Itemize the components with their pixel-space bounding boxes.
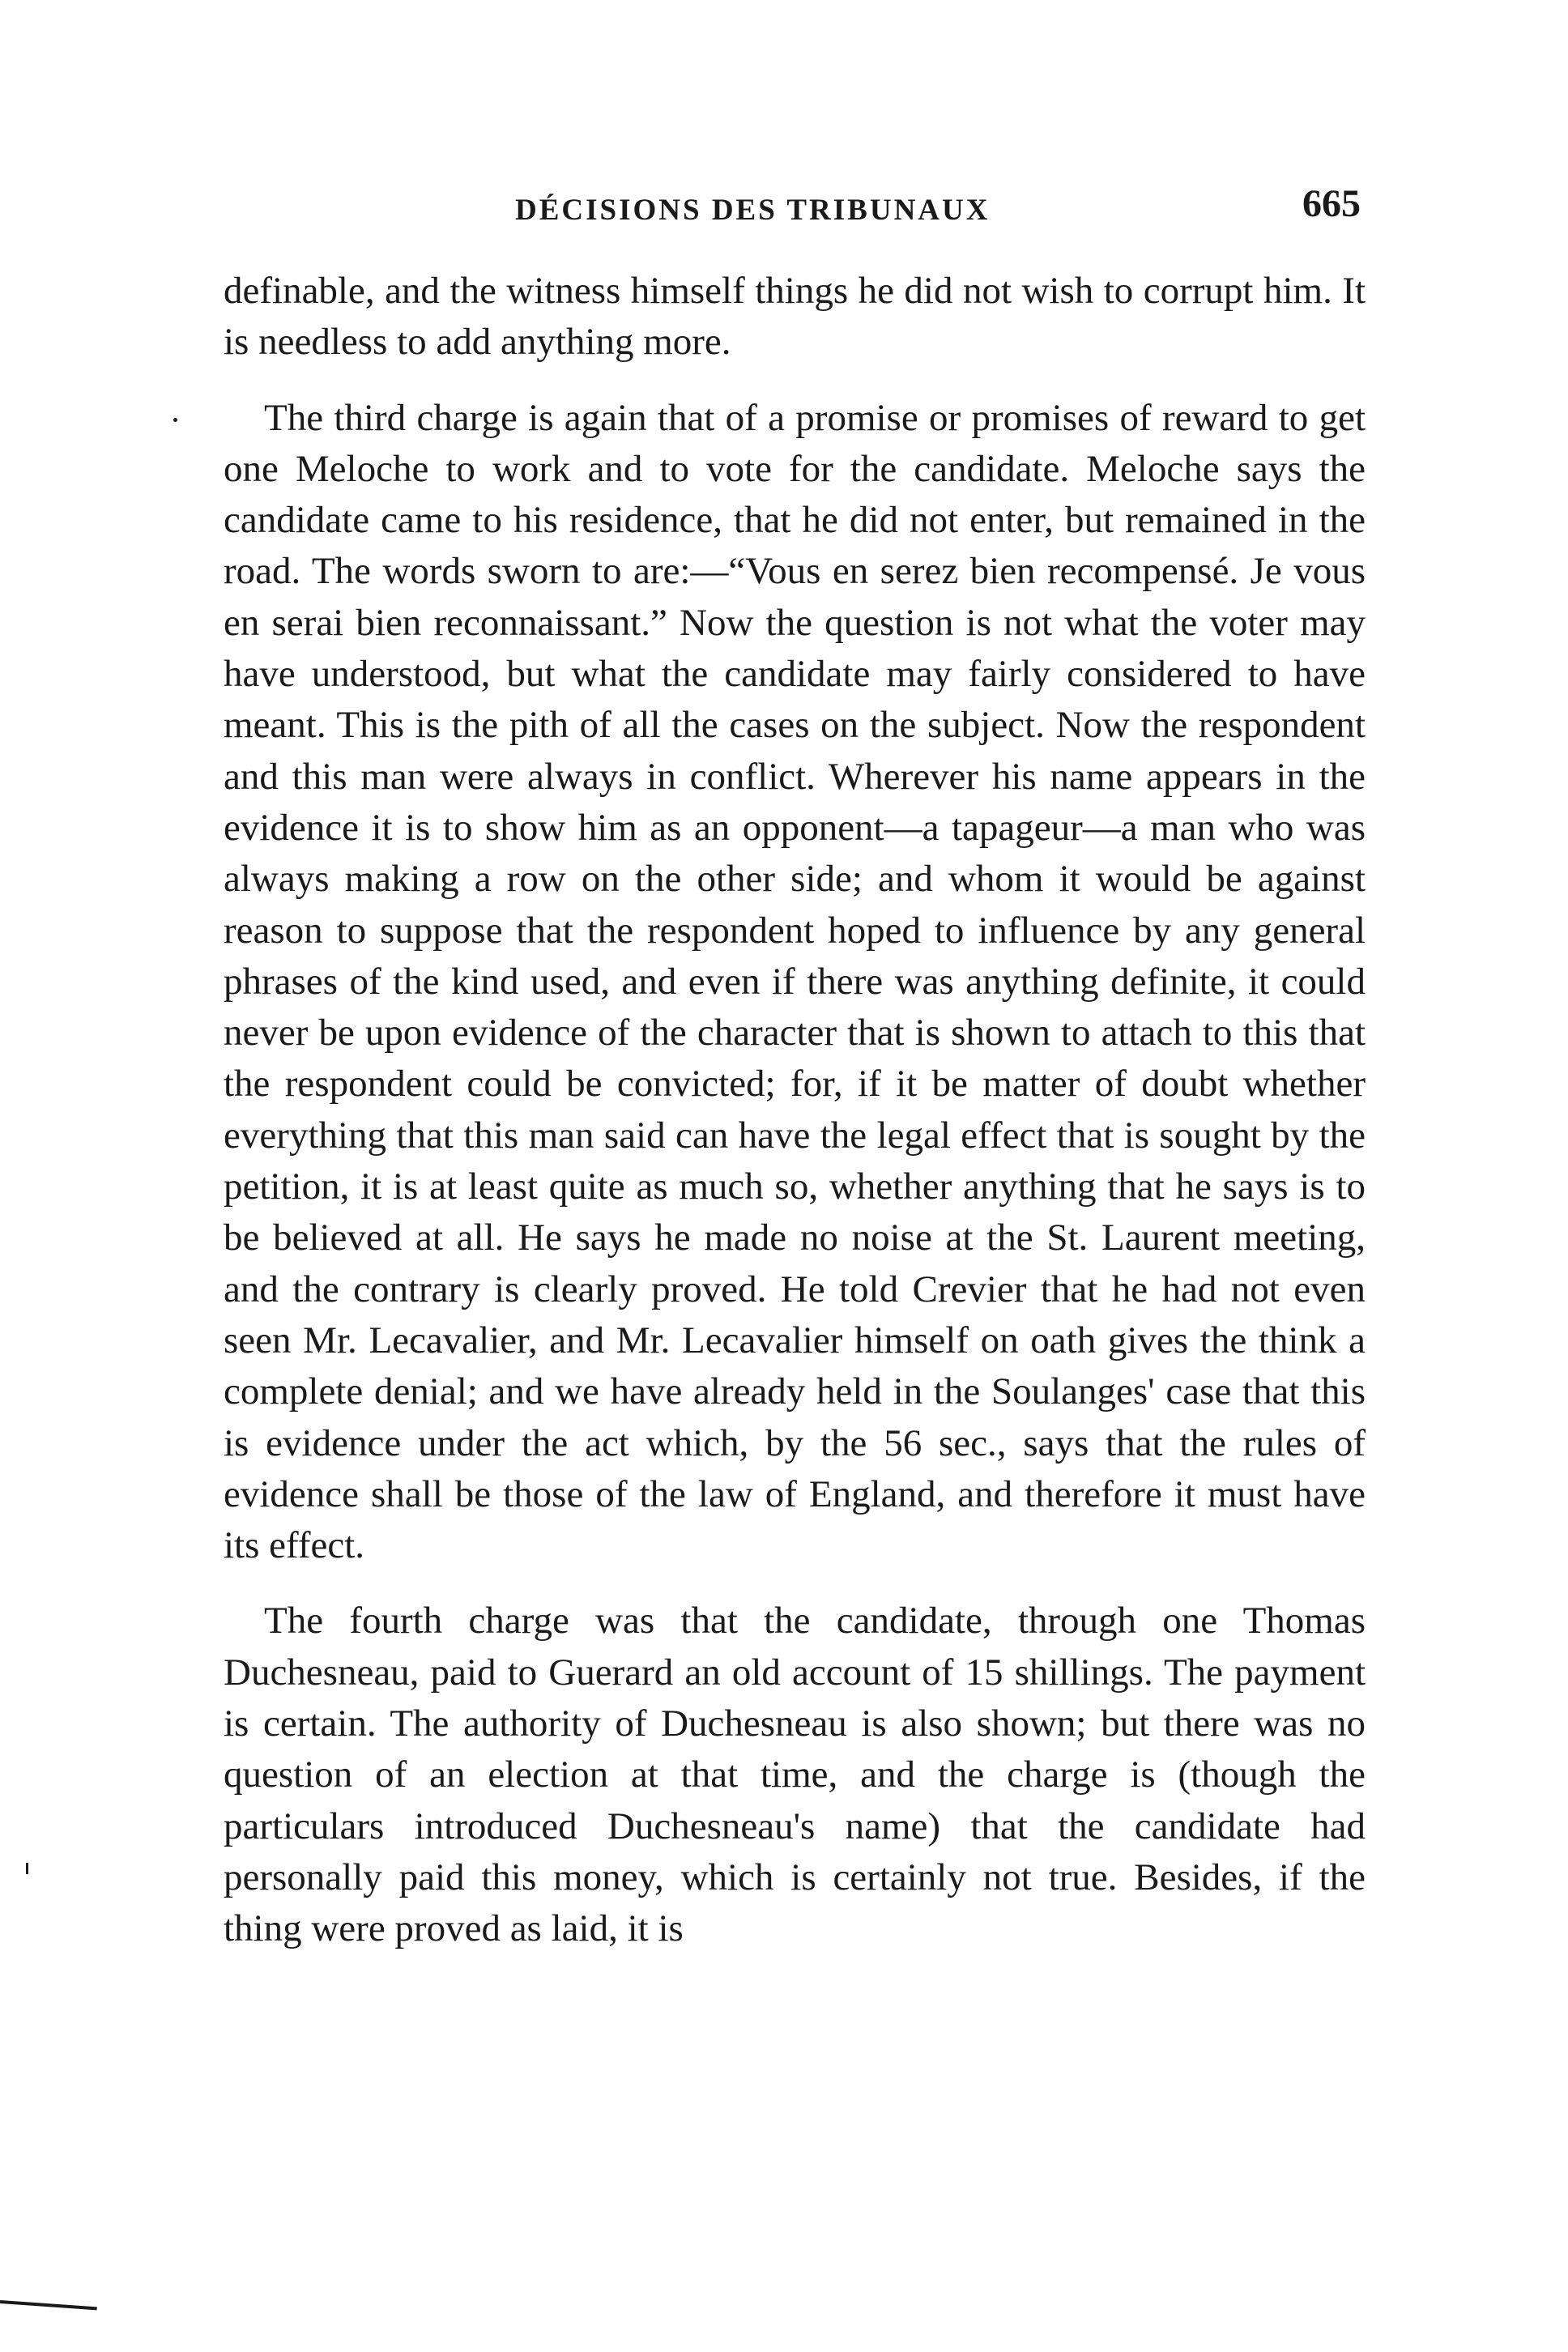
page-edge-mark (0, 2300, 97, 2310)
body-text (224, 266, 1366, 1955)
print-speck (26, 1863, 28, 1874)
paragraph-third-charge: The third charge is again that of a promise or promises of reward to get one Meloche to work and to vote for the candidate. Meloche says the candidate came to his residence, that he did not enter, but remained in the road. The words sworn to are:—“Vous en serez bien recompensé. Je vous en serai bien reconnaissant.” Now the question is not what the voter may have understood, but what the candidate may fairly considered to have meant. This is the pith of all the cases on the subject. Now the respondent and this man were always in conflict. Wherever his name appears in the evidence it is to show him as an opponent—a tapageur—a man who was always making a row on the other side; and whom it would be against reason to suppose that the respondent hoped to influence by any general phrases of the kind used, and even if there was anything definite, it could never be upon evidence of the character that is shown to attach to this that the respondent could be convicted; for, if it be matter of doubt whether everything that this man said can have the legal effect that is sought by the petition, it is at least quite as much so, whether anything that he says is to be believed at all. He says he made no noise at the St. Laurent meeting, and the contrary is clearly proved. He told Crevier that he had not even seen Mr. Lecavalier, and Mr. Lecavalier himself on oath gives the think a complete denial; and we have already held in the Soulanges' case that this is evidence under the act which, by the 56 sec., says that the rules of evidence shall be those of the law of England, and therefore it must have its effect. (224, 396, 1366, 1567)
page-number: 665 (1302, 182, 1361, 225)
running-title: DÉCISIONS DES TRIBUNAUX (515, 194, 991, 227)
paragraph-fourth-charge: The fourth charge was that the candidate, through one Thomas Duchesneau, paid to Guerard an old account of 15 shillings. The payment is certain. The authority of Duchesneau is also shown; but there was no question of an election at that time, and the charge is (though the particulars introduced Duchesneau's name) that the candidate had personally paid this money, which is certainly not true. Besides, if the thing were proved as laid, it is (224, 1600, 1366, 1950)
running-head (224, 181, 1366, 238)
paragraph-continuation: definable, and the witness himself things he did not wish to corrupt him. It is needless to add anything more. (224, 270, 1366, 364)
print-speck (173, 418, 177, 422)
